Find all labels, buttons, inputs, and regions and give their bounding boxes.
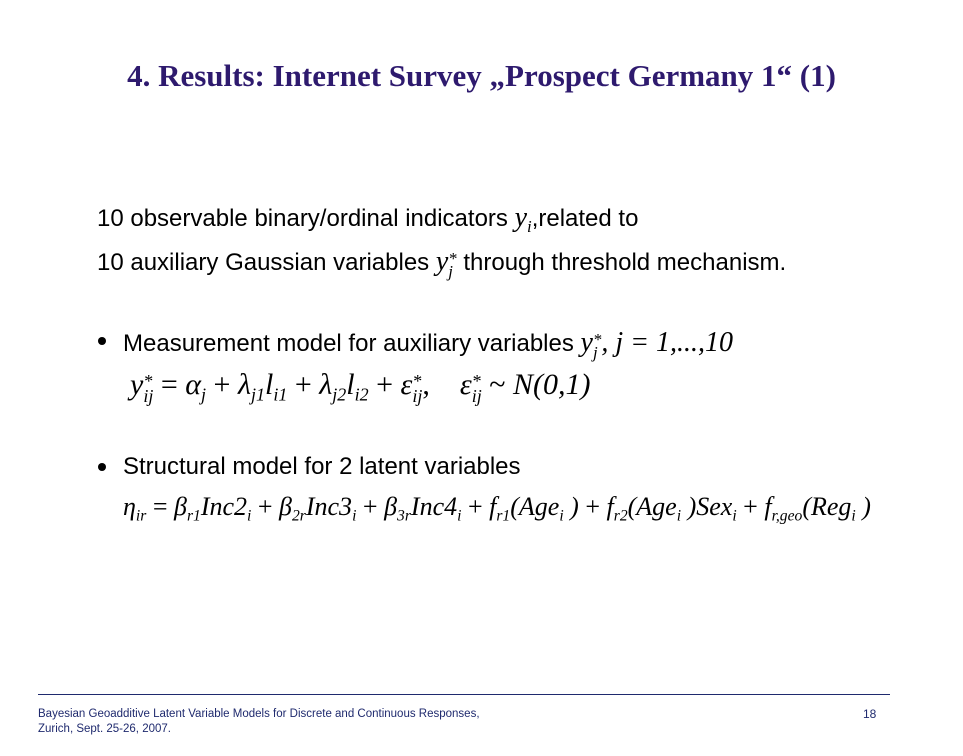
auxiliary-text: 10 auxiliary Gaussian variables bbox=[97, 249, 436, 276]
indicators-text: 10 observable binary/ordinal indicators bbox=[97, 205, 515, 232]
bullet-measurement bbox=[98, 337, 106, 345]
footer-citation-line2: Zurich, Sept. 25-26, 2007. bbox=[38, 723, 171, 735]
auxiliary-line bbox=[97, 246, 787, 281]
indicator-symbol: $y_i$ bbox=[514, 202, 532, 236]
footer-citation bbox=[38, 707, 598, 737]
auxiliary-symbol: y * j bbox=[435, 246, 457, 281]
measurement-equation: y * ij = $\alpha_j + \lambda_{j1}l_{i1} + \lambda_{j2}l_{i2} + \varepsilon$ * ij , ε * ij ~ N(0,1) bbox=[130, 368, 591, 406]
auxiliary-text-after: through threshold mechanism. bbox=[456, 249, 787, 276]
measurement-range: , j = 1,...,10 bbox=[601, 327, 734, 358]
measurement-line bbox=[123, 327, 734, 362]
measurement-symbol: y * j bbox=[580, 327, 602, 362]
footer-rule bbox=[38, 694, 890, 695]
measurement-text: Measurement model for auxiliary variables bbox=[123, 330, 581, 357]
indicators-line bbox=[97, 202, 638, 237]
footer-citation-line1: Bayesian Geoadditive Latent Variable Models for Discrete and Continuous Responses, bbox=[38, 708, 480, 720]
bullet-structural bbox=[98, 463, 106, 471]
structural-equation: $\eta_{ir} = \beta_{r1}Inc2_i + \beta_{2r}Inc3_i + \beta_{3r}Inc4_i + f_{r1}(Age_i$ ) + $f_{r2}(Age_i$ )$Sex_i + f_{r,geo}(Reg_i$ ) bbox=[123, 492, 871, 525]
page-number: 18 bbox=[863, 707, 877, 721]
structural-line: Structural model for 2 latent variables bbox=[123, 453, 521, 480]
slide-title: 4. Results: Internet Survey „Prospect Germany 1“ (1) bbox=[127, 58, 836, 93]
indicators-text-after: ,related to bbox=[531, 205, 639, 232]
